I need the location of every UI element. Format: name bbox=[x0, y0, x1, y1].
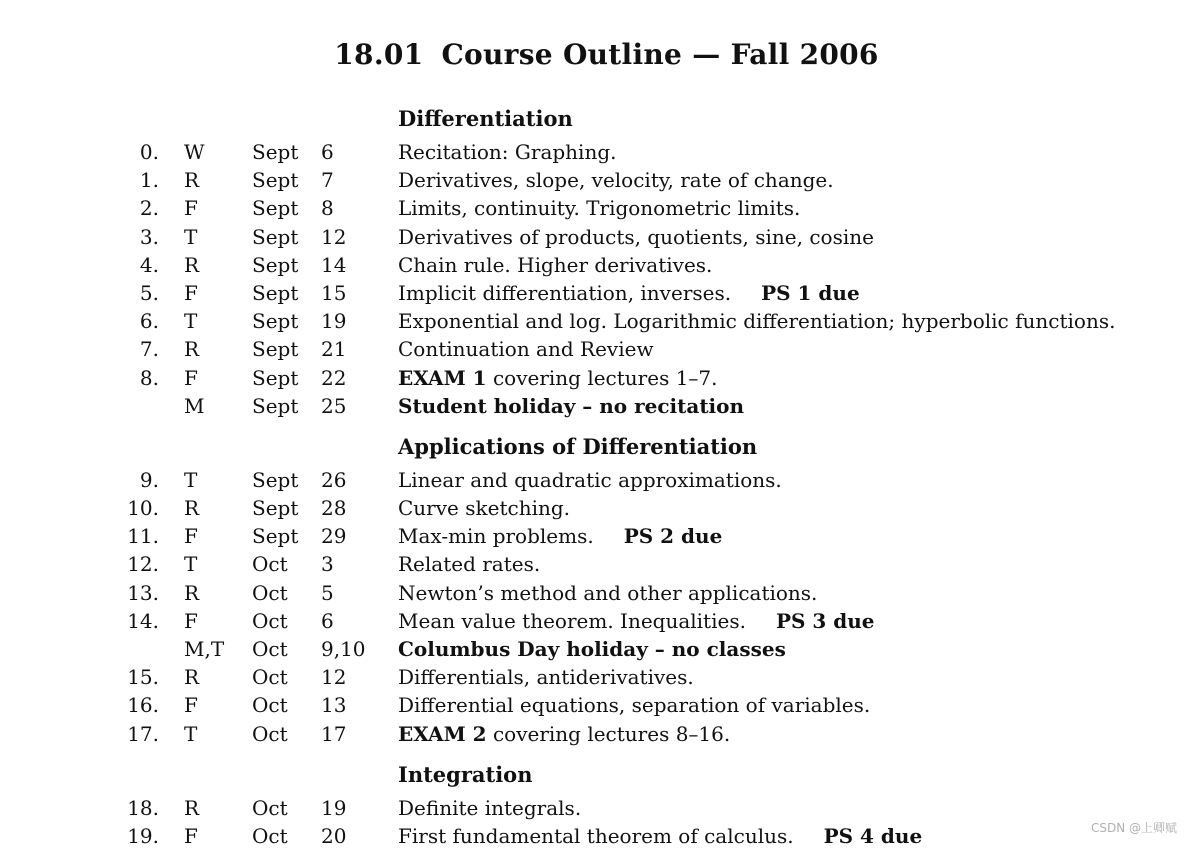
section-heading bbox=[0, 760, 1193, 794]
topic-text: Derivatives, slope, velocity, rate of change. bbox=[398, 168, 834, 193]
section-gap bbox=[0, 420, 1193, 432]
lecture-number: 2. bbox=[139, 196, 159, 221]
weekday: W bbox=[184, 140, 205, 164]
day-of-month: 19 bbox=[321, 309, 347, 334]
topic-text: First fundamental theorem of calculus. bbox=[398, 823, 794, 848]
lecture-number: 3. bbox=[139, 224, 159, 249]
month: Sept bbox=[252, 496, 299, 521]
month: Oct bbox=[252, 823, 288, 848]
lecture-number: 10. bbox=[127, 496, 159, 521]
section-heading bbox=[0, 104, 1193, 138]
topic-text: Related rates. bbox=[398, 552, 541, 577]
schedule-row bbox=[0, 607, 1193, 635]
topic bbox=[398, 196, 800, 220]
schedule-row bbox=[0, 494, 1193, 522]
topic-text: Linear and quadratic approximations. bbox=[398, 467, 782, 492]
topic-text: Limits, continuity. Trigonometric limits. bbox=[398, 196, 801, 221]
month: Oct bbox=[252, 693, 288, 718]
lecture-number: 9. bbox=[139, 467, 159, 492]
lecture-number: 18. bbox=[127, 795, 159, 820]
topic-text: Differential equations, separation of variables. bbox=[398, 693, 871, 718]
day-of-month: 8 bbox=[321, 196, 334, 221]
schedule-row bbox=[0, 691, 1193, 719]
problem-set-due: PS 3 due bbox=[775, 608, 875, 633]
schedule-row bbox=[0, 579, 1193, 607]
weekday: R bbox=[184, 168, 200, 193]
month: Oct bbox=[252, 580, 288, 605]
topic-text: covering lectures 1–7. bbox=[492, 365, 718, 390]
topic-text: Recitation: Graphing. bbox=[398, 140, 617, 164]
topic-text: Newton’s method and other applications. bbox=[398, 580, 818, 605]
month: Sept bbox=[252, 224, 299, 249]
weekday: T bbox=[184, 552, 198, 577]
exam-label: EXAM 1 bbox=[398, 365, 487, 390]
topic-text: Implicit differentiation, inverses. bbox=[398, 280, 732, 305]
weekday: F bbox=[184, 524, 198, 549]
schedule-row bbox=[0, 279, 1193, 307]
problem-set-due: PS 2 due bbox=[623, 524, 723, 549]
lecture-number: 7. bbox=[139, 337, 159, 362]
weekday: F bbox=[184, 823, 198, 848]
lecture-number: 12. bbox=[127, 552, 159, 577]
weekday: F bbox=[184, 280, 198, 305]
month: Oct bbox=[252, 721, 288, 746]
month: Sept bbox=[252, 168, 299, 193]
topic bbox=[398, 609, 875, 633]
schedule-row bbox=[0, 223, 1193, 251]
topic bbox=[398, 722, 730, 746]
month: Sept bbox=[252, 140, 299, 164]
lecture-number: 19. bbox=[127, 823, 159, 848]
topic bbox=[398, 665, 694, 689]
day-of-month: 13 bbox=[321, 693, 347, 718]
weekday: R bbox=[184, 496, 200, 521]
topic-text: Curve sketching. bbox=[398, 496, 571, 521]
day-of-month: 14 bbox=[321, 252, 347, 277]
day-of-month: 28 bbox=[321, 496, 347, 521]
section-heading-label: Differentiation bbox=[398, 106, 573, 131]
month: Sept bbox=[252, 252, 299, 277]
weekday: T bbox=[184, 467, 198, 492]
schedule-row bbox=[0, 307, 1193, 335]
month: Sept bbox=[252, 280, 299, 305]
day-of-month: 21 bbox=[321, 337, 347, 362]
schedule-row bbox=[0, 663, 1193, 691]
schedule-row bbox=[0, 138, 1193, 166]
lecture-number: 4. bbox=[139, 252, 159, 277]
topic-text: Exponential and log. Logarithmic differentiation; hyperbolic functions. bbox=[398, 309, 1116, 334]
weekday: R bbox=[184, 337, 200, 362]
watermark: CSDN @上卿赋 bbox=[1090, 821, 1177, 835]
section-heading-label: Integration bbox=[398, 761, 533, 787]
weekday: F bbox=[184, 365, 198, 390]
month: Oct bbox=[252, 795, 288, 820]
lecture-number: 15. bbox=[127, 665, 159, 690]
topic bbox=[398, 552, 540, 576]
lecture-number: 0. bbox=[139, 140, 159, 164]
weekday: T bbox=[184, 224, 198, 249]
weekday: M,T bbox=[184, 637, 225, 661]
month: Oct bbox=[252, 608, 288, 633]
weekday: R bbox=[184, 665, 200, 690]
schedule-row bbox=[0, 364, 1193, 392]
problem-set-due: PS 1 due bbox=[761, 280, 860, 305]
schedule-row bbox=[0, 720, 1193, 748]
month: Oct bbox=[252, 552, 288, 577]
problem-set-due: PS 4 due bbox=[823, 823, 923, 848]
course-title: Course Outline — Fall 2006 bbox=[441, 38, 879, 71]
month: Sept bbox=[252, 196, 299, 221]
month: Sept bbox=[252, 309, 299, 334]
schedule-row bbox=[0, 392, 1193, 420]
schedule-row bbox=[0, 550, 1193, 578]
topic bbox=[398, 637, 786, 661]
schedule-row bbox=[0, 466, 1193, 494]
topic-text: Student holiday – no recitation bbox=[398, 393, 745, 418]
topic-text: Mean value theorem. Inequalities. bbox=[398, 608, 746, 633]
month: Sept bbox=[252, 524, 299, 549]
schedule-row bbox=[0, 794, 1193, 822]
month: Oct bbox=[252, 665, 288, 690]
lecture-number: 13. bbox=[127, 580, 159, 605]
lecture-number: 8. bbox=[139, 365, 159, 390]
day-of-month: 3 bbox=[321, 552, 334, 577]
schedule-row bbox=[0, 166, 1193, 194]
lecture-number: 6. bbox=[139, 309, 159, 334]
topic bbox=[398, 496, 570, 520]
day-of-month: 6 bbox=[321, 140, 334, 164]
schedule-row bbox=[0, 635, 1193, 663]
weekday: F bbox=[184, 608, 198, 633]
day-of-month: 12 bbox=[321, 224, 347, 249]
schedule-row bbox=[0, 251, 1193, 279]
lecture-number: 17. bbox=[127, 721, 159, 746]
weekday: T bbox=[184, 721, 198, 746]
day-of-month: 5 bbox=[321, 580, 334, 605]
course-outline bbox=[0, 104, 1193, 850]
day-of-month: 9,10 bbox=[321, 637, 366, 661]
section-gap bbox=[0, 748, 1193, 760]
day-of-month: 20 bbox=[321, 823, 347, 848]
topic bbox=[398, 281, 860, 305]
topic bbox=[398, 581, 817, 605]
topic bbox=[398, 140, 617, 164]
schedule-row bbox=[0, 522, 1193, 550]
topic bbox=[398, 524, 722, 548]
topic bbox=[398, 225, 874, 249]
day-of-month: 19 bbox=[321, 795, 347, 820]
weekday: T bbox=[184, 309, 198, 334]
topic bbox=[398, 366, 718, 390]
course-number: 18.01 bbox=[334, 38, 424, 71]
weekday: F bbox=[184, 196, 198, 221]
month: Sept bbox=[252, 393, 299, 418]
topic-text: Max-min problems. bbox=[398, 524, 594, 549]
topic bbox=[398, 693, 870, 717]
month: Sept bbox=[252, 365, 299, 390]
schedule-row bbox=[0, 822, 1193, 850]
topic bbox=[398, 796, 581, 820]
lecture-number: 11. bbox=[127, 524, 159, 549]
topic bbox=[398, 309, 1115, 333]
topic bbox=[398, 394, 744, 418]
page-title bbox=[0, 38, 1193, 71]
lecture-number: 1. bbox=[139, 168, 159, 193]
weekday: F bbox=[184, 693, 198, 718]
weekday: R bbox=[184, 795, 200, 820]
day-of-month: 17 bbox=[321, 721, 347, 746]
topic-text: Chain rule. Higher derivatives. bbox=[398, 252, 713, 277]
day-of-month: 29 bbox=[321, 524, 347, 549]
weekday: R bbox=[184, 252, 200, 277]
month: Oct bbox=[252, 637, 288, 661]
day-of-month: 6 bbox=[321, 608, 334, 633]
month: Sept bbox=[252, 337, 299, 362]
lecture-number: 5. bbox=[139, 280, 159, 305]
topic bbox=[398, 168, 834, 192]
day-of-month: 26 bbox=[321, 467, 347, 492]
lecture-number: 14. bbox=[127, 608, 159, 633]
day-of-month: 25 bbox=[321, 393, 347, 418]
weekday: R bbox=[184, 580, 200, 605]
schedule-row bbox=[0, 194, 1193, 222]
topic-text: Derivatives of products, quotients, sine, cosine bbox=[398, 224, 874, 249]
topic bbox=[398, 824, 922, 848]
topic bbox=[398, 337, 654, 361]
month: Sept bbox=[252, 467, 299, 492]
section-heading-label: Applications of Differentiation bbox=[398, 433, 758, 459]
topic-text: Definite integrals. bbox=[398, 795, 582, 820]
day-of-month: 15 bbox=[321, 280, 347, 305]
topic-text: Columbus Day holiday – no classes bbox=[398, 637, 786, 661]
schedule-row bbox=[0, 335, 1193, 363]
topic bbox=[398, 253, 712, 277]
day-of-month: 7 bbox=[321, 168, 334, 193]
topic-text: Continuation and Review bbox=[398, 337, 654, 362]
lecture-number: 16. bbox=[127, 693, 159, 718]
section-heading bbox=[0, 432, 1193, 466]
topic bbox=[398, 468, 782, 492]
exam-label: EXAM 2 bbox=[398, 721, 487, 746]
day-of-month: 22 bbox=[321, 365, 347, 390]
topic-text: covering lectures 8–16. bbox=[492, 721, 731, 746]
weekday: M bbox=[184, 393, 205, 418]
topic-text: Differentials, antiderivatives. bbox=[398, 665, 694, 690]
day-of-month: 12 bbox=[321, 665, 347, 690]
